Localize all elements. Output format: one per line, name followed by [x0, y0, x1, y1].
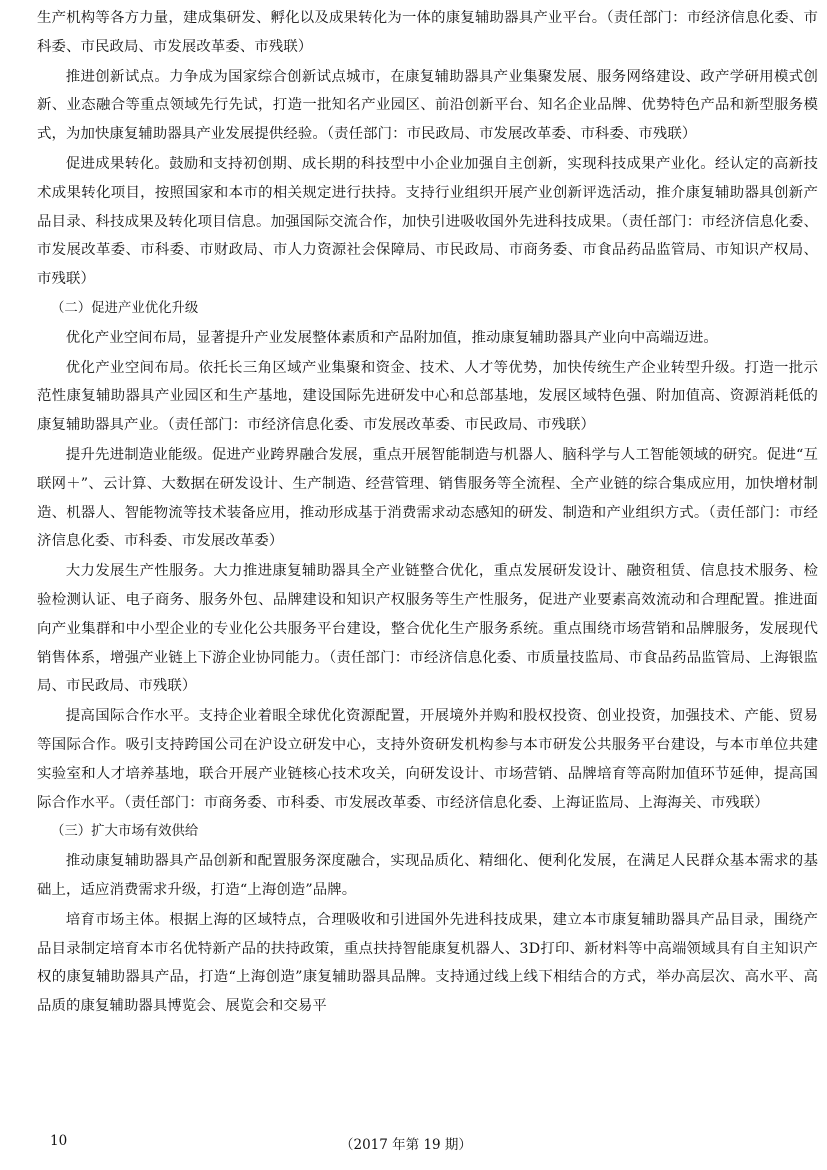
page-footer: [0, 1129, 827, 1153]
paragraph-international-cooperation: 提高国际合作水平。支持企业着眼全球优化资源配置，开展境外并购和股权投资、创业投资，加强技术、产能、贸易等国际合作。吸引支持跨国公司在沪设立研发中心，支持外资研发机构参与本市研发公共服务平台建设，与本市单位共建实验室和人才培养基地，联合开展产业链核心技术攻关，向研发设计、市场营销、品牌培育等高附加值环节延伸，提高国际合作水平。（责任部门：市商务委、市科委、市发展改革委、市经济信息化委、上海证监局、上海海关、市残联）: [37, 708, 818, 811]
paragraph-advanced-manufacturing: 提升先进制造业能级。促进产业跨界融合发展，重点开展智能制造与机器人、脑科学与人工智能领域的研究。促进“互联网＋”、云计算、大数据在研发设计、生产制造、经营管理、销售服务等全流程、全产业链的综合集成应用，加快增材制造、机器人、智能物流等技术装备应用，推动形成基于消费需求动态感知的研发、制造和产业组织方式。（责任部门：市经济信息化委、市科委、市发展改革委）: [37, 446, 818, 550]
paragraph-market-supply-intro: 推动康复辅助器具产品创新和配置服务深度融合，实现品质化、精细化、便利化发展，在满足人民群众基本需求的基础上，适应消费需求升级，打造“上海创造”品牌。: [37, 853, 818, 898]
section-heading-market-supply: （三）扩大市场有效供给: [51, 824, 199, 840]
paragraph-industry-upgrade-intro: 优化产业空间布局，显著提升产业发展整体素质和产品附加值，推动康复辅助器具产业向中高端迈进。: [65, 329, 718, 346]
section-heading-industry-upgrade: （二）促进产业优化升级: [51, 300, 199, 316]
paragraph-producer-services: 大力发展生产性服务。大力推进康复辅助器具全产业链整合优化，重点发展研发设计、融资租赁、信息技术服务、检验检测认证、电子商务、服务外包、品牌建设和知识产权服务等生产性服务，促进产业要素高效流动和合理配置。推进面向产业集群和中小型企业的专业化公共服务平台建设，整合优化生产服务系统。重点围绕市场营销和品牌服务，发展现代销售体系，增强产业链上下游企业协同能力。（责任部门：市经济信息化委、市质量技监局、市食品药品监管局、上海银监局、市民政局、市残联）: [37, 563, 818, 695]
page-number: 10: [50, 1133, 68, 1149]
paragraph-innovation-pilot: 推进创新试点。力争成为国家综合创新试点城市，在康复辅助器具产业集聚发展、服务网络建设、政产学研用模式创新、业态融合等重点领域先行先试，打造一批知名产业园区、前沿创新平台、知名企业品牌、优势特色产品和新型服务模式，为加快康复辅助器具产业发展提供经验。（责任部门：市民政局、市发展改革委、市科委、市残联）: [37, 68, 818, 143]
paragraph-continued: 生产机构等各方力量，建成集研发、孵化以及成果转化为一体的康复辅助器具产业平台。（责任部门：市经济信息化委、市科委、市民政局、市发展改革委、市残联）: [37, 10, 818, 55]
paragraph-market-entities: 培育市场主体。根据上海的区域特点，合理吸收和引进国外先进科技成果，建立本市康复辅助器具产品目录，围绕产品目录制定培育本市名优特新产品的扶持政策，重点扶持智能康复机器人、3D打印、新材料等中高端领域具有自主知识产权的康复辅助器具产品，打造“上海创造”康复辅助器具品牌。支持通过线上线下相结合的方式，举办高层次、高水平、高品质的康复辅助器具博览会、展览会和交易平: [37, 911, 818, 1015]
issue-label: （2017 年第 19 期）: [340, 1137, 472, 1153]
document-body: [37, 4, 818, 1022]
paragraph-achievement-transfer: 促进成果转化。鼓励和支持初创期、成长期的科技型中小企业加强自主创新，实现科技成果产业化。经认定的高新技术成果转化项目，按照国家和本市的相关规定进行扶持。支持行业组织开展产业创新评选活动，推介康复辅助器具创新产品目录、科技成果及转化项目信息。加强国际交流合作，加快引进吸收国外先进科技成果。（责任部门：市经济信息化委、市发展改革委、市科委、市财政局、市人力资源社会保障局、市民政局、市商务委、市食品药品监管局、市知识产权局、市残联）: [37, 155, 818, 288]
paragraph-spatial-layout: 优化产业空间布局。依托长三角区域产业集聚和资金、技术、人才等优势，加快传统生产企业转型升级。打造一批示范性康复辅助器具产业园区和生产基地，建设国际先进研发中心和总部基地，发展区域特色强、附加值高、资源消耗低的康复辅助器具产业。（责任部门：市经济信息化委、市发展改革委、市民政局、市残联）: [37, 359, 818, 434]
